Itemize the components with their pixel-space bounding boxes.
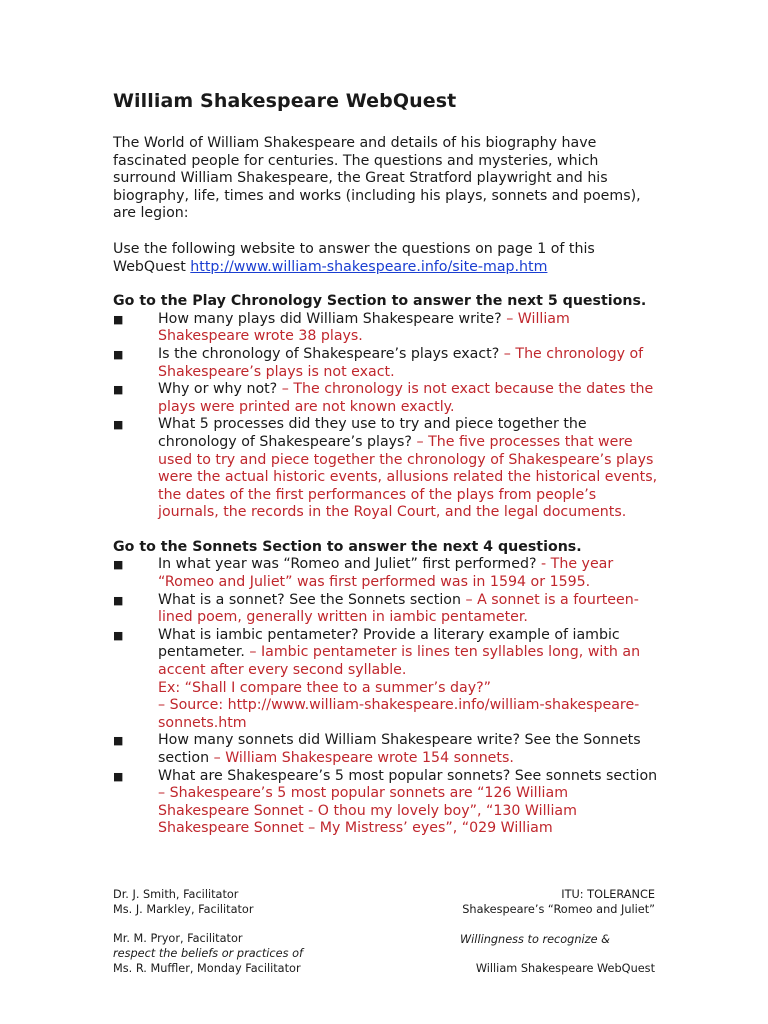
bullet-icon: ■ bbox=[113, 312, 124, 326]
document-page bbox=[113, 88, 658, 838]
page-title: William Shakespeare WebQuest bbox=[113, 90, 457, 112]
bullet-icon: ■ bbox=[113, 383, 124, 397]
bullet-icon: ■ bbox=[113, 347, 124, 361]
question-item bbox=[113, 732, 658, 767]
question-text: What are Shakespeare’s 5 most popular sonnets? See sonnets section bbox=[158, 767, 658, 784]
site-map-link[interactable]: http://www.william-shakespeare.info/site-map.htm bbox=[190, 258, 548, 275]
footer-facilitator-1: Dr. J. Smith, Facilitator bbox=[113, 888, 239, 901]
footer-itu-title: ITU: TOLERANCE bbox=[561, 888, 655, 901]
question-item bbox=[113, 381, 658, 416]
answer-text: - The year “Romeo and Juliet” was first performed was in 1594 or 1595. bbox=[158, 556, 614, 591]
footer-facilitator-2: Ms. J. Markley, Facilitator bbox=[113, 903, 254, 916]
bullet-icon: ■ bbox=[113, 769, 124, 783]
question-item bbox=[113, 346, 658, 381]
footer-row bbox=[113, 946, 655, 961]
footer-definition-end: respect the beliefs or practices of bbox=[113, 947, 303, 960]
section-heading-sonnets: Go to the Sonnets Section to answer the next 4 questions. bbox=[113, 538, 582, 555]
page-footer bbox=[113, 887, 655, 976]
footer-row bbox=[113, 902, 655, 917]
question-text: How many sonnets did William Shakespeare write? See the Sonnets section bbox=[158, 732, 641, 766]
bullet-icon: ■ bbox=[113, 558, 124, 572]
answer-text: – The chronology is not exact because the dates the plays were printed are not known exactly. bbox=[158, 381, 654, 415]
question-item bbox=[113, 556, 658, 591]
question-item bbox=[113, 592, 658, 627]
question-text: What 5 processes did they use to try and piece together the chronology of Shakespeare’s plays? bbox=[158, 416, 587, 450]
footer-facilitator-3: Mr. M. Pryor, Facilitator bbox=[113, 932, 243, 945]
question-text: In what year was “Romeo and Juliet” first performed? bbox=[158, 556, 542, 573]
section-heading-play-chronology: Go to the Play Chronology Section to answer the next 5 questions. bbox=[113, 293, 647, 310]
question-text: Is the chronology of Shakespeare’s plays exact? bbox=[158, 345, 504, 362]
footer-unit-title: Shakespeare’s “Romeo and Juliet” bbox=[462, 903, 655, 916]
footer-row bbox=[113, 887, 655, 902]
question-item bbox=[113, 627, 658, 733]
question-item bbox=[113, 416, 658, 522]
question-text: Why or why not? bbox=[158, 381, 282, 398]
question-text: How many plays did William Shakespeare write? bbox=[158, 310, 507, 327]
answer-text: – William Shakespeare wrote 38 plays. bbox=[158, 310, 570, 345]
intro-paragraph: The World of William Shakespeare and details of his biography have fascinated people for centuries. The questions and mysteries, which surround William Shakespeare, the Great Stratford playwright and his biography, life, times and works (including his plays, sonnets and poems), are legion: bbox=[113, 135, 641, 222]
question-item bbox=[113, 768, 658, 838]
instructions-text: Use the following website to answer the questions on page 1 of this WebQuest bbox=[113, 240, 595, 275]
bullet-icon: ■ bbox=[113, 418, 124, 432]
answer-text: – The five processes that were used to try and piece together the chronology of Shakespeare’s plays were the actual historic events, allusions related the historical events, the dates of the first performances of the plays from people’s journals, the records in the Royal Court, and the legal documents. bbox=[158, 433, 658, 521]
bullet-icon: ■ bbox=[113, 734, 124, 748]
answer-text: – Iambic pentameter is lines ten syllables long, with an accent after every second syllable. bbox=[158, 644, 641, 679]
footer-row bbox=[113, 961, 655, 976]
answer-text: – Shakespeare’s 5 most popular sonnets are “126 William Shakespeare Sonnet - O thou my lovely boy”, “130 William Shakespeare Sonnet – My Mistress’ eyes”, “029 William bbox=[158, 785, 577, 837]
source-text: – Source: http://www.william-shakespeare.info/william-shakespeare-sonnets.htm bbox=[158, 697, 640, 731]
instructions-paragraph bbox=[113, 241, 658, 276]
bullet-icon: ■ bbox=[113, 628, 124, 642]
answer-text: – William Shakespeare wrote 154 sonnets. bbox=[213, 750, 514, 766]
answer-text: – The chronology of Shakespeare’s plays is not exact. bbox=[158, 345, 644, 380]
example-text: Ex: “Shall I compare thee to a summer’s day?” bbox=[158, 679, 491, 696]
answer-text: – A sonnet is a fourteen-lined poem, generally written in iambic pentameter. bbox=[158, 591, 639, 626]
footer-webquest-title: William Shakespeare WebQuest bbox=[475, 962, 655, 975]
footer-facilitator-4: Ms. R. Muffler, Monday Facilitator bbox=[113, 962, 301, 975]
question-text: What is a sonnet? See the Sonnets section bbox=[158, 591, 466, 608]
question-text: What is iambic pentameter? Provide a literary example of iambic pentameter. bbox=[158, 626, 620, 661]
question-list-play-chronology bbox=[113, 311, 658, 522]
footer-definition-start: Willingness to recognize & bbox=[460, 933, 610, 946]
bullet-icon: ■ bbox=[113, 593, 124, 607]
question-item bbox=[113, 311, 658, 346]
question-list-sonnets bbox=[113, 556, 658, 838]
